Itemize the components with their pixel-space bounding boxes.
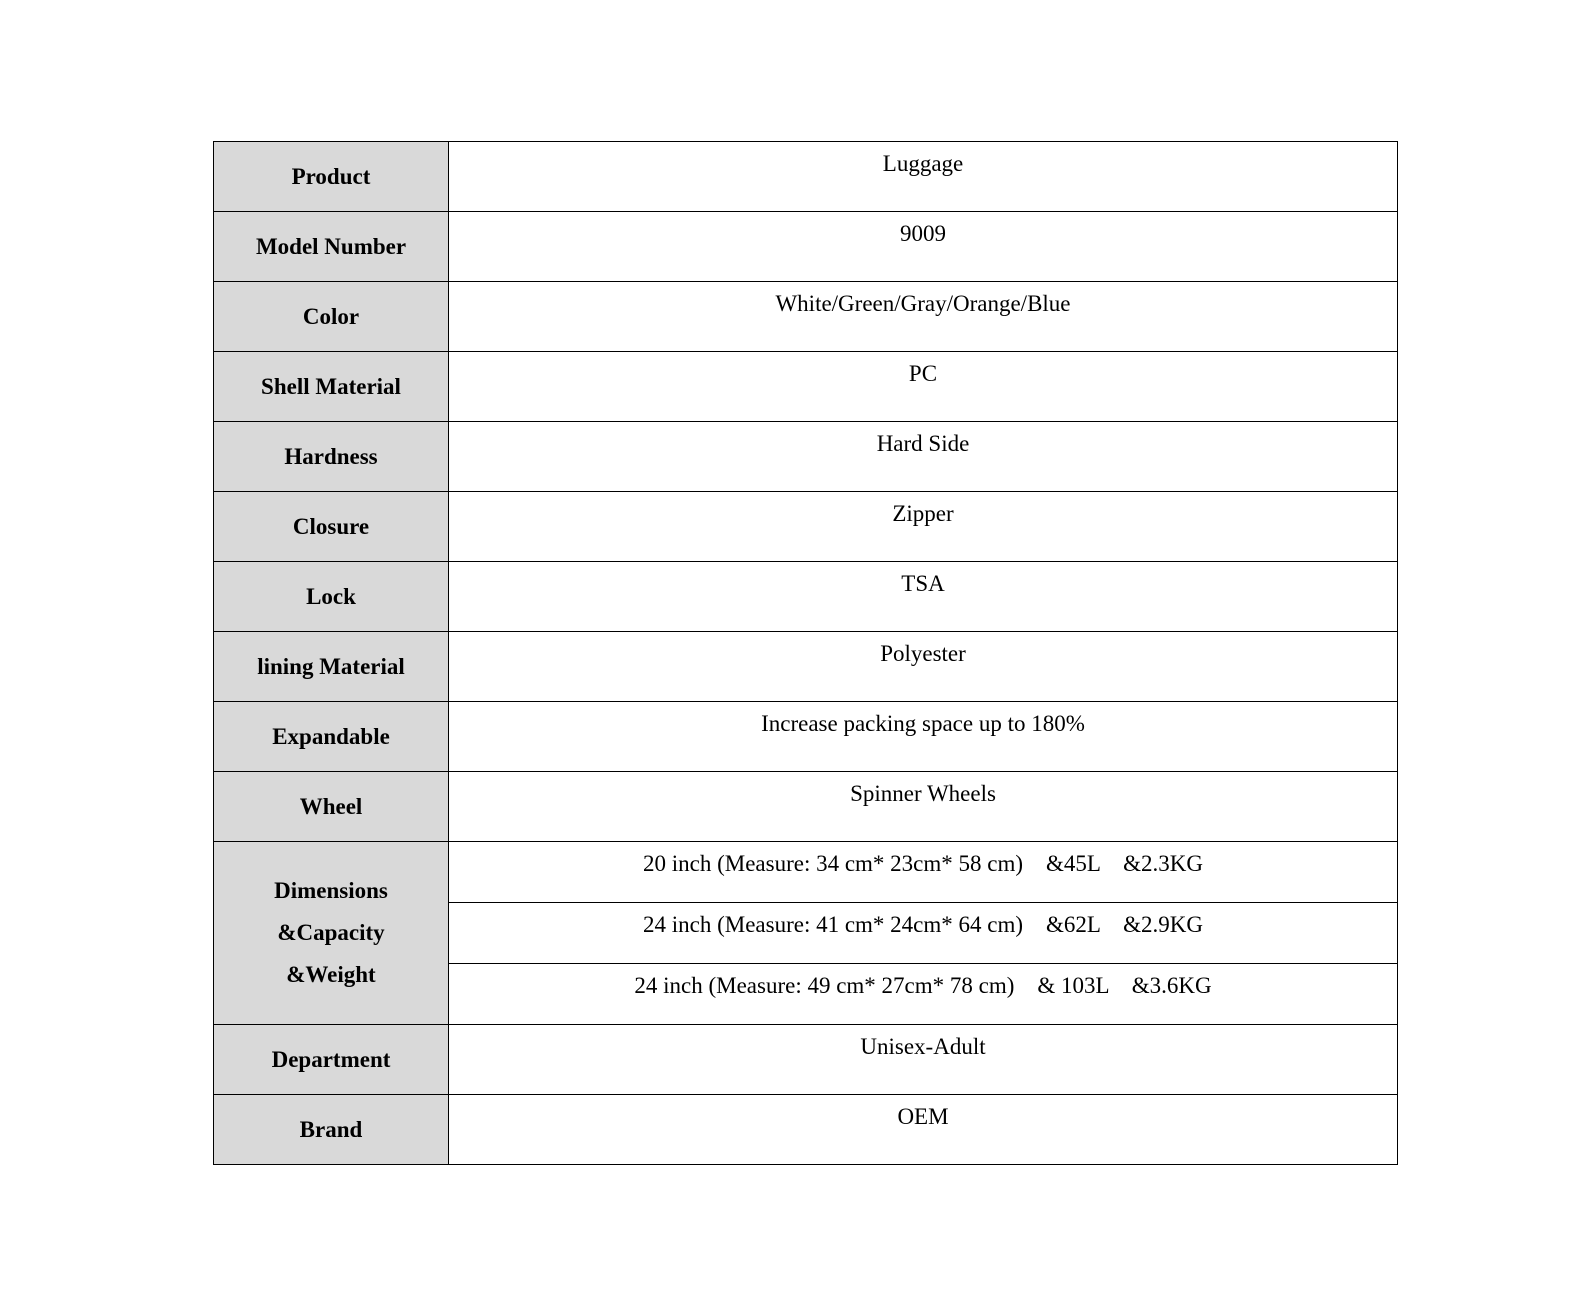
spec-value: TSA [449,562,1398,632]
dimension-value: 24 inch (Measure: 41 cm* 24cm* 64 cm) &62L &2.9KG [449,903,1398,964]
dimensions-label-line: &Capacity [277,920,385,945]
spec-value: Luggage [449,142,1398,212]
dimensions-label-line: Dimensions [274,878,388,903]
dimension-value: 20 inch (Measure: 34 cm* 23cm* 58 cm) &45L &2.3KG [449,842,1398,903]
spec-row-shell-material [214,352,1398,422]
spec-label: Hardness [214,422,449,492]
spec-label: Color [214,282,449,352]
spec-label: Brand [214,1095,449,1165]
spec-value: PC [449,352,1398,422]
spec-label: Wheel [214,772,449,842]
spec-value: Increase packing space up to 180% [449,702,1398,772]
spec-value: Zipper [449,492,1398,562]
spec-value: Hard Side [449,422,1398,492]
spec-row-department [214,1025,1398,1095]
spec-label-dimensions [214,842,449,1025]
product-spec-table [213,141,1398,1165]
spec-label: Expandable [214,702,449,772]
spec-label: Product [214,142,449,212]
spec-row-closure [214,492,1398,562]
spec-row-brand [214,1095,1398,1165]
dimension-value: 24 inch (Measure: 49 cm* 27cm* 78 cm) & 103L &3.6KG [449,964,1398,1025]
spec-row-dimensions-1 [214,842,1398,903]
spec-row-wheel [214,772,1398,842]
spec-label: Department [214,1025,449,1095]
spec-label: Closure [214,492,449,562]
dimensions-label-line: &Weight [286,962,376,987]
spec-label: Shell Material [214,352,449,422]
spec-label: Model Number [214,212,449,282]
spec-row-lining-material [214,632,1398,702]
spec-row-lock [214,562,1398,632]
spec-value: OEM [449,1095,1398,1165]
spec-value: White/Green/Gray/Orange/Blue [449,282,1398,352]
spec-row-hardness [214,422,1398,492]
spec-value: Unisex-Adult [449,1025,1398,1095]
spec-value: Spinner Wheels [449,772,1398,842]
spec-row-model-number [214,212,1398,282]
spec-row-expandable [214,702,1398,772]
spec-value: Polyester [449,632,1398,702]
spec-row-product [214,142,1398,212]
spec-label: lining Material [214,632,449,702]
spec-row-color [214,282,1398,352]
spec-label: Lock [214,562,449,632]
spec-value: 9009 [449,212,1398,282]
